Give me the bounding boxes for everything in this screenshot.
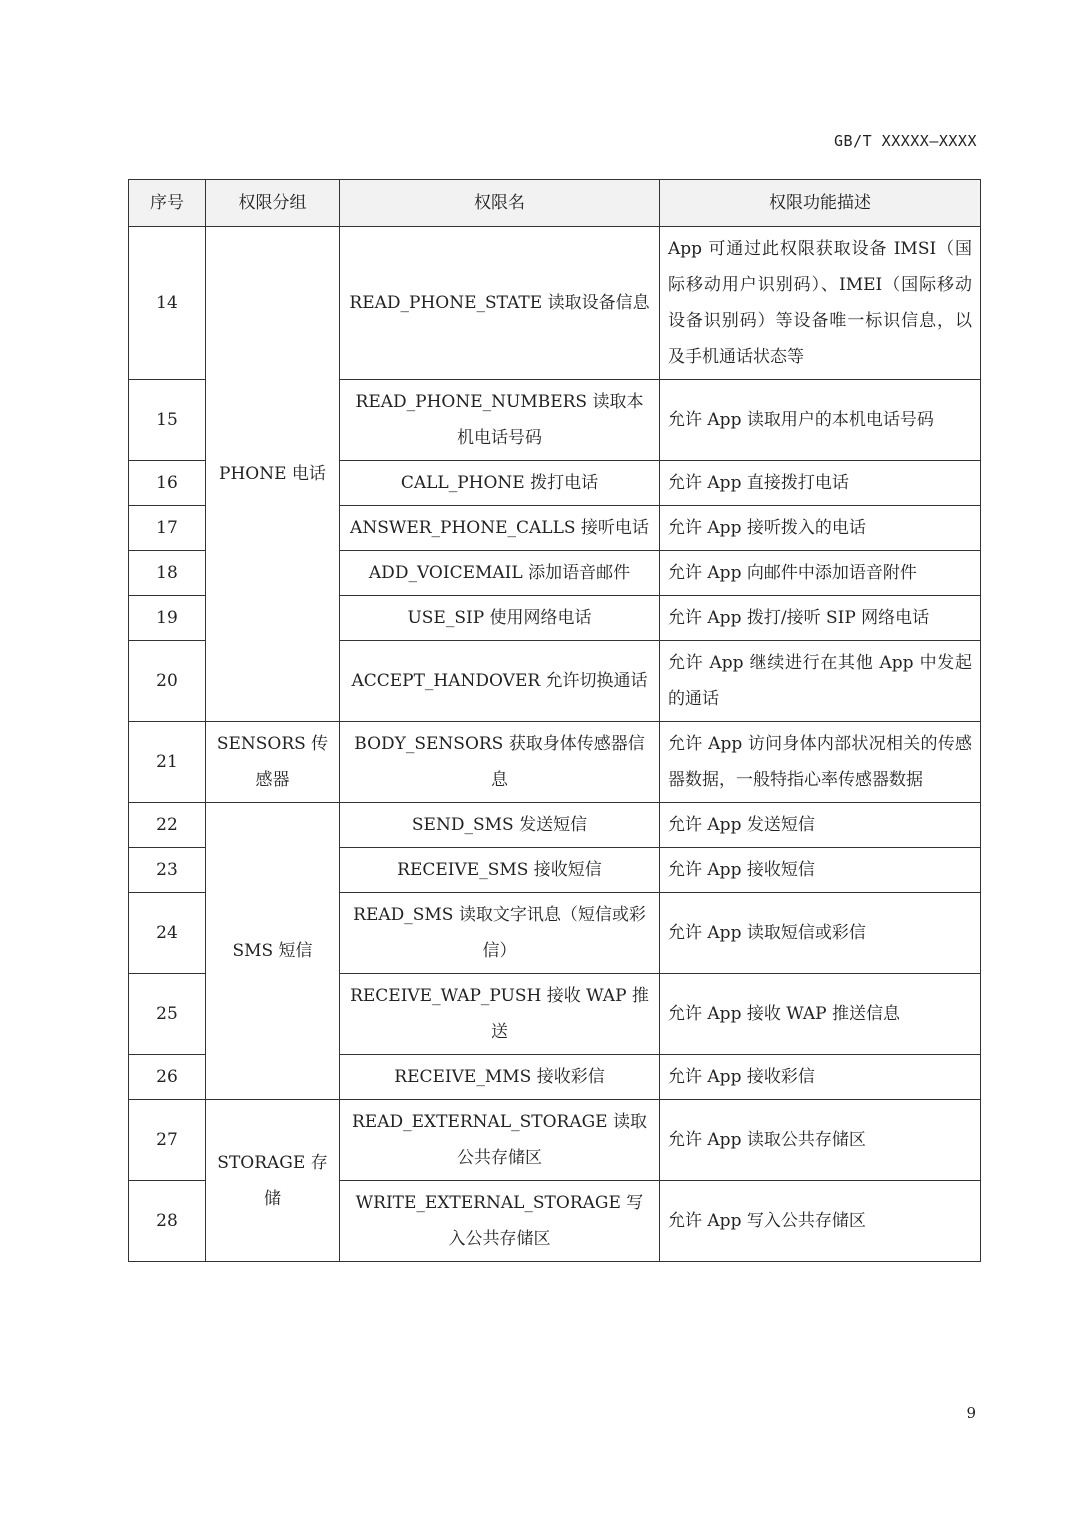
permission-description: 允许 App 接收彩信 [660, 1055, 981, 1100]
table-row [129, 722, 981, 803]
permission-description: 允许 App 写入公共存储区 [660, 1181, 981, 1262]
permission-name: ANSWER_PHONE_CALLS 接听电话 [340, 506, 660, 551]
permission-name: CALL_PHONE 拨打电话 [340, 461, 660, 506]
permission-name: RECEIVE_SMS 接收短信 [340, 848, 660, 893]
row-number: 18 [129, 551, 206, 596]
permission-name: READ_EXTERNAL_STORAGE 读取公共存储区 [340, 1100, 660, 1181]
permission-description: 允许 App 读取公共存储区 [660, 1100, 981, 1181]
permission-name: READ_PHONE_NUMBERS 读取本机电话号码 [340, 380, 660, 461]
table-row [129, 803, 981, 848]
row-number: 20 [129, 641, 206, 722]
permission-description: 允许 App 接听拨入的电话 [660, 506, 981, 551]
row-number: 16 [129, 461, 206, 506]
permission-name: USE_SIP 使用网络电话 [340, 596, 660, 641]
permission-description: 允许 App 向邮件中添加语音附件 [660, 551, 981, 596]
column-header-group: 权限分组 [206, 180, 340, 227]
row-number: 27 [129, 1100, 206, 1181]
group-cell-sensors: SENSORS 传感器 [206, 722, 340, 803]
permission-name: BODY_SENSORS 获取身体传感器信息 [340, 722, 660, 803]
column-header-no: 序号 [129, 180, 206, 227]
row-number: 22 [129, 803, 206, 848]
permission-table [128, 179, 981, 1262]
row-number: 24 [129, 893, 206, 974]
permission-description: 允许 App 接收短信 [660, 848, 981, 893]
row-number: 14 [129, 227, 206, 380]
permission-name: READ_PHONE_STATE 读取设备信息 [340, 227, 660, 380]
row-number: 21 [129, 722, 206, 803]
column-header-name: 权限名 [340, 180, 660, 227]
permission-description: 允许 App 读取用户的本机电话号码 [660, 380, 981, 461]
page-number: 9 [966, 1404, 976, 1422]
permission-name: READ_SMS 读取文字讯息（短信或彩信） [340, 893, 660, 974]
permission-description: 允许 App 直接拨打电话 [660, 461, 981, 506]
row-number: 28 [129, 1181, 206, 1262]
permission-description: 允许 App 拨打/接听 SIP 网络电话 [660, 596, 981, 641]
permission-description: 允许 App 接收 WAP 推送信息 [660, 974, 981, 1055]
group-cell-sms: SMS 短信 [206, 803, 340, 1100]
row-number: 15 [129, 380, 206, 461]
table-row [129, 1100, 981, 1181]
permission-description: 允许 App 继续进行在其他 App 中发起的通话 [660, 641, 981, 722]
row-number: 26 [129, 1055, 206, 1100]
permission-name: ADD_VOICEMAIL 添加语音邮件 [340, 551, 660, 596]
row-number: 23 [129, 848, 206, 893]
row-number: 19 [129, 596, 206, 641]
group-cell-storage: STORAGE 存储 [206, 1100, 340, 1262]
table-header-row [129, 180, 981, 227]
permission-name: RECEIVE_WAP_PUSH 接收 WAP 推送 [340, 974, 660, 1055]
permission-name: ACCEPT_HANDOVER 允许切换通话 [340, 641, 660, 722]
row-number: 25 [129, 974, 206, 1055]
permission-name: WRITE_EXTERNAL_STORAGE 写入公共存储区 [340, 1181, 660, 1262]
standard-code-header: GB/T XXXXX—XXXX [834, 132, 977, 150]
permission-name: SEND_SMS 发送短信 [340, 803, 660, 848]
permission-description: 允许 App 读取短信或彩信 [660, 893, 981, 974]
row-number: 17 [129, 506, 206, 551]
permission-description: 允许 App 发送短信 [660, 803, 981, 848]
permission-name: RECEIVE_MMS 接收彩信 [340, 1055, 660, 1100]
column-header-desc: 权限功能描述 [660, 180, 981, 227]
group-cell-phone: PHONE 电话 [206, 227, 340, 722]
table-row [129, 227, 981, 380]
permission-description: 允许 App 访问身体内部状况相关的传感器数据，一般特指心率传感器数据 [660, 722, 981, 803]
permission-description: App 可通过此权限获取设备 IMSI（国际移动用户识别码）、IMEI（国际移动设备识别码）等设备唯一标识信息，以及手机通话状态等 [660, 227, 981, 380]
